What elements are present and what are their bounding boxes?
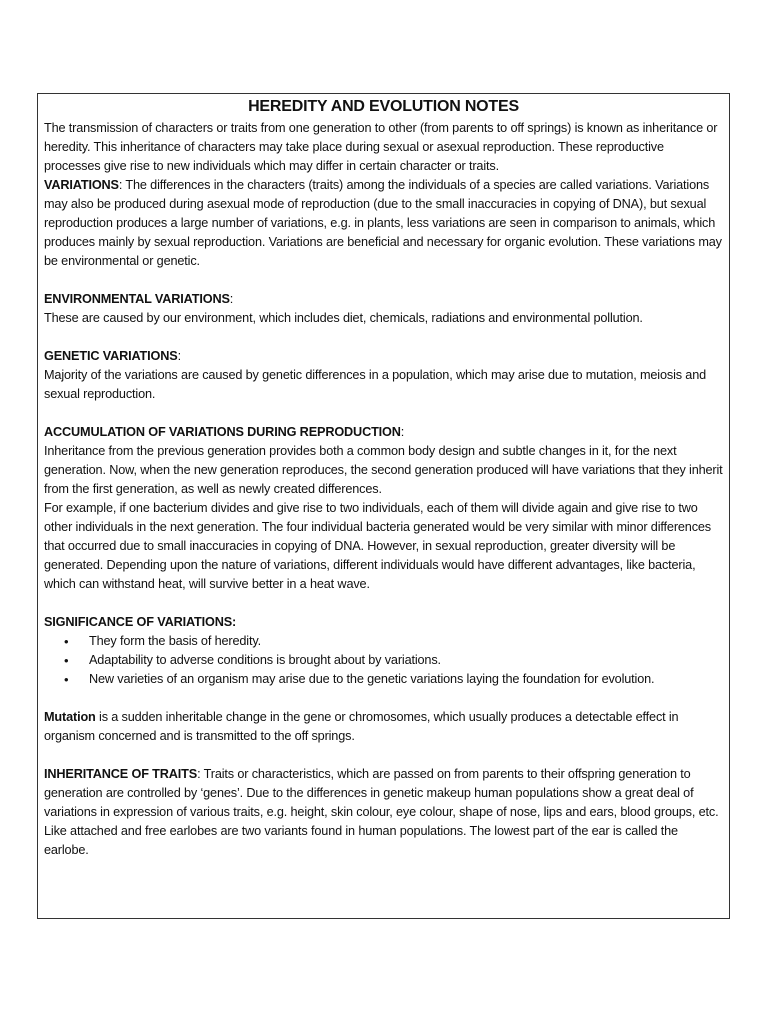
inheritance-text-1: : Traits or characteristics, which are passed on from parents to their offspring generation to generation are controlled by ‘genes’. Due to the differences in genetic makeup human populations show a great deal of variations in expression of various traits, e.g. height, skin colour, eye colour, shape of nose, lips and ears, blood groups, etc.: [44, 767, 719, 819]
list-item: • Adaptability to adverse conditions is brought about by variations.: [64, 653, 441, 668]
variations-text: : The differences in the characters (traits) among the individuals of a species are called variations. Variations may also be produced during asexual mode of reproduction (due to the small inaccuracies in copying of DNA), but sexual reproduction produces a large number of variations, e.g. in plants, less variations are seen in comparison to animals, which produces mainly by sexual reproduction. Variations are beneficial and necessary for organic evolution. These variations may be environmental or genetic.: [44, 178, 722, 268]
environmental-heading: ENVIRONMENTAL VARIATIONS:: [44, 292, 234, 306]
accumulation-text-2: For example, if one bacterium divides and give rise to two individuals, each of them will divide again and give rise to two other individuals in the next generation. The four individual bacteria generated would be very similar with minor differences that occurred due to small inaccuracies in copying of DNA. However, in sexual reproduction, greater diversity will be generated. Depending upon the nature of variations, different individuals would have different advantages, like bacteria, which can withstand heat, will survive better in a heat wave.: [44, 501, 711, 591]
bullet-icon: •: [64, 634, 69, 649]
environmental-heading-text: ENVIRONMENTAL VARIATIONS: [44, 292, 230, 306]
list-item: • New varieties of an organism may arise due to the genetic variations laying the foundation for evolution.: [64, 672, 655, 687]
notes-box: [37, 93, 730, 919]
inheritance-heading: INHERITANCE OF TRAITS: [44, 767, 198, 781]
significance-heading: SIGNIFICANCE OF VARIATIONS:: [44, 615, 237, 629]
mutation-label: Mutation: [44, 710, 96, 724]
accumulation-text-1: Inheritance from the previous generation provides both a common body design and subtle changes in it, for the next generation. Now, when the new generation reproduces, the second generation produced will have variations that they inherit from the first generation, as well as newly created differences.: [44, 444, 723, 496]
genetic-heading-text: GENETIC VARIATIONS: [44, 349, 178, 363]
genetic-text: Majority of the variations are caused by genetic differences in a population, which may arise due to mutation, meiosis and sexual reproduction.: [44, 368, 707, 401]
environmental-text: These are caused by our environment, which includes diet, chemicals, radiations and environmental pollution.: [44, 311, 643, 325]
accumulation-heading: ACCUMULATION OF VARIATIONS DURING REPRODUCTION:: [44, 425, 405, 439]
variations-label: VARIATIONS: [44, 178, 119, 192]
mutation-paragraph: [44, 708, 723, 746]
page-title: HEREDITY AND EVOLUTION NOTES: [248, 98, 519, 115]
significance-list: [44, 632, 723, 689]
genetic-heading: GENETIC VARIATIONS:: [44, 349, 181, 363]
mutation-text: is a sudden inheritable change in the gene or chromosomes, which usually produces a detectable effect in organism concerned and is transmitted to the off springs.: [44, 710, 679, 743]
list-item: • They form the basis of heredity.: [64, 634, 261, 649]
variations-paragraph: [44, 176, 723, 271]
inheritance-paragraph: [44, 765, 723, 822]
intro-paragraph: The transmission of characters or traits from one generation to other (from parents to off springs) is known as inheritance or heredity. This inheritance of characters may take place during sexual or asexual reproduction. These reproductive processes give rise to new individuals which may differ in certain character or traits.: [44, 121, 718, 173]
bullet-icon: •: [64, 653, 69, 668]
bullet-icon: •: [64, 672, 69, 687]
accumulation-heading-text: ACCUMULATION OF VARIATIONS DURING REPRODUCTION: [44, 425, 401, 439]
inheritance-text-2: Like attached and free earlobes are two variants found in human populations. The lowest part of the ear is called the earlobe.: [44, 824, 678, 857]
